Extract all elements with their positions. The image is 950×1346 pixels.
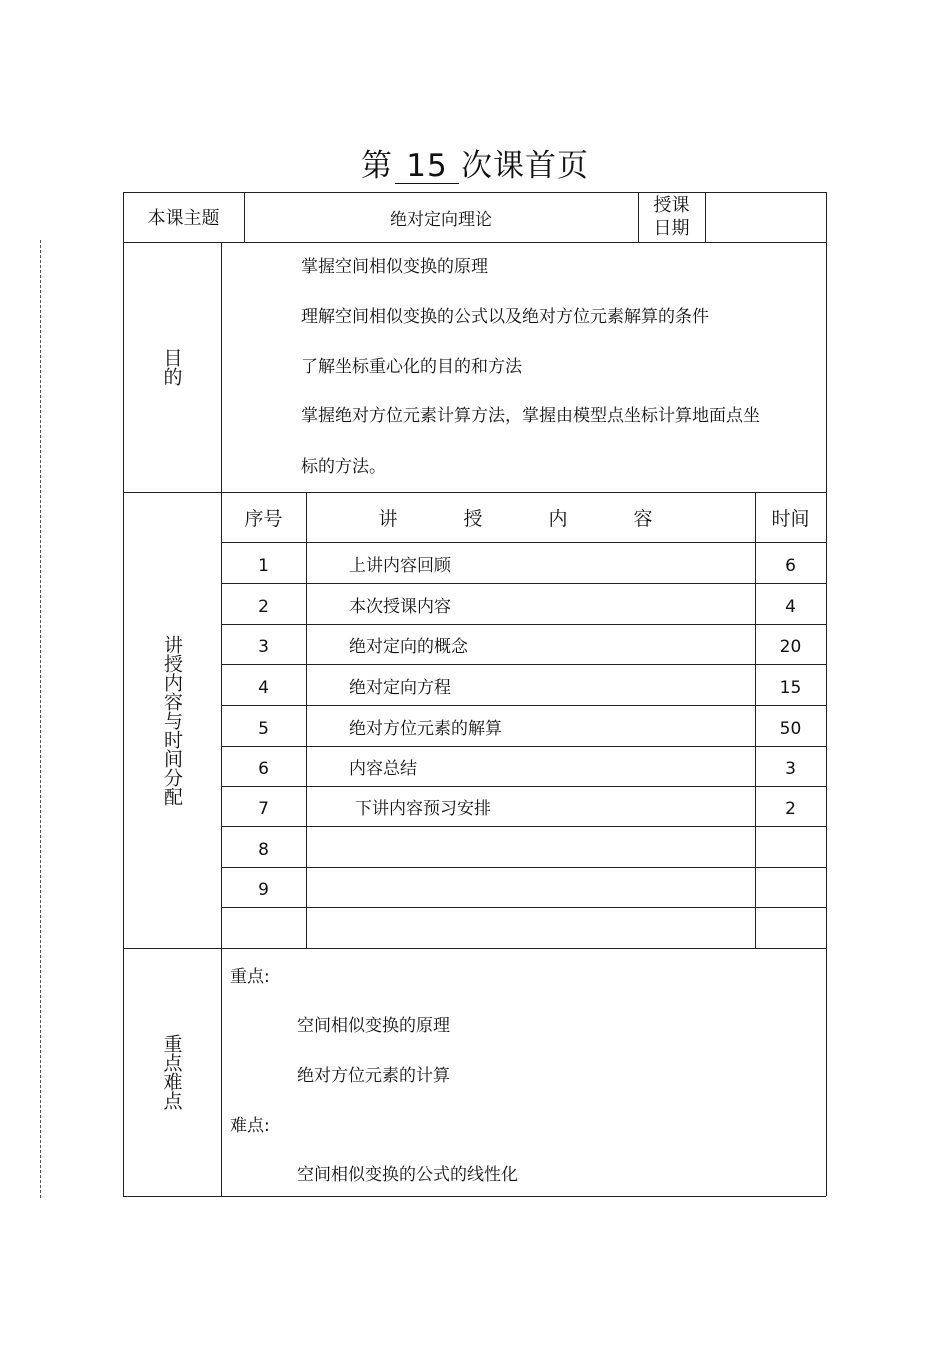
date-label-line-1: 授课 <box>653 195 690 216</box>
objectives-label-cell <box>123 242 221 492</box>
row-time: 3 <box>785 759 796 779</box>
row-number: 1 <box>258 555 269 576</box>
divider <box>221 542 826 543</box>
row-content: 本次授课内容 <box>349 596 451 617</box>
table-border-right <box>826 192 827 1196</box>
row-time: 2 <box>785 799 796 819</box>
date-value <box>705 192 826 242</box>
row-time <box>755 870 826 910</box>
divider <box>221 746 826 747</box>
difficulty-heading: 难点: <box>230 1116 270 1136</box>
objective-line: 标的方法。 <box>301 457 386 477</box>
row-number: 6 <box>258 759 269 779</box>
objectives-label: 目的 <box>160 348 183 386</box>
col-header-content: 讲 授 内 容 <box>378 507 683 530</box>
row-number: 4 <box>258 677 269 698</box>
row-number: 2 <box>258 596 269 617</box>
row-content: 上讲内容回顾 <box>349 555 451 576</box>
divider <box>306 492 307 948</box>
page-title <box>0 146 950 186</box>
title-prefix: 第 <box>361 148 393 184</box>
divider <box>221 583 826 584</box>
title-suffix: 次课首页 <box>461 148 589 184</box>
row-content: 绝对定向方程 <box>349 677 451 698</box>
objective-line: 理解空间相似变换的公式以及绝对方位元素解算的条件 <box>301 307 709 327</box>
row-time: 50 <box>779 718 802 739</box>
lesson-number: 15 <box>395 149 459 184</box>
objective-line: 掌握绝对方位元素计算方法，掌握由模型点坐标计算地面点坐 <box>301 406 760 426</box>
col-header-no: 序号 <box>244 507 283 530</box>
difficulty-item: 空间相似变换的公式的线性化 <box>297 1165 518 1185</box>
key-heading: 重点: <box>230 967 270 987</box>
objective-line: 掌握空间相似变换的原理 <box>301 257 488 277</box>
row-number: 8 <box>258 839 269 860</box>
topic-label: 本课主题 <box>147 208 220 229</box>
row-content: 绝对方位元素的解算 <box>349 718 502 739</box>
schedule-label: 讲授内容与时间分配 <box>161 634 183 806</box>
row-time <box>755 910 826 951</box>
divider <box>123 242 826 243</box>
row-number <box>221 910 306 951</box>
divider <box>221 867 826 868</box>
row-time <box>755 829 826 870</box>
row-time: 15 <box>779 677 802 698</box>
divider <box>221 705 826 706</box>
row-time: 20 <box>779 637 802 657</box>
date-label-line-2: 日期 <box>653 218 690 239</box>
binding-margin-line <box>40 240 41 1198</box>
divider <box>221 664 826 665</box>
objective-line: 了解坐标重心化的目的和方法 <box>301 357 522 377</box>
row-number: 5 <box>258 718 269 739</box>
key-item: 空间相似变换的原理 <box>297 1016 450 1036</box>
row-content: 下讲内容预习安排 <box>355 799 491 819</box>
row-time: 6 <box>785 555 796 576</box>
divider <box>221 907 826 908</box>
row-number: 7 <box>258 799 269 819</box>
table-border-bottom <box>123 1196 826 1197</box>
divider <box>221 624 826 625</box>
topic-value: 绝对定向理论 <box>390 209 492 230</box>
keypoints-label: 重点难点 <box>160 1034 183 1110</box>
col-header-time: 时间 <box>771 507 810 530</box>
row-content: 内容总结 <box>349 759 417 779</box>
key-item: 绝对方位元素的计算 <box>297 1066 450 1086</box>
row-number: 9 <box>258 880 269 900</box>
date-label <box>638 192 705 242</box>
divider <box>221 786 826 787</box>
row-time: 4 <box>785 596 796 617</box>
schedule-label-cell <box>123 492 221 948</box>
keypoints-label-cell <box>123 948 221 1196</box>
row-content: 绝对定向的概念 <box>349 637 468 657</box>
row-number: 3 <box>258 637 269 657</box>
divider <box>221 826 826 827</box>
